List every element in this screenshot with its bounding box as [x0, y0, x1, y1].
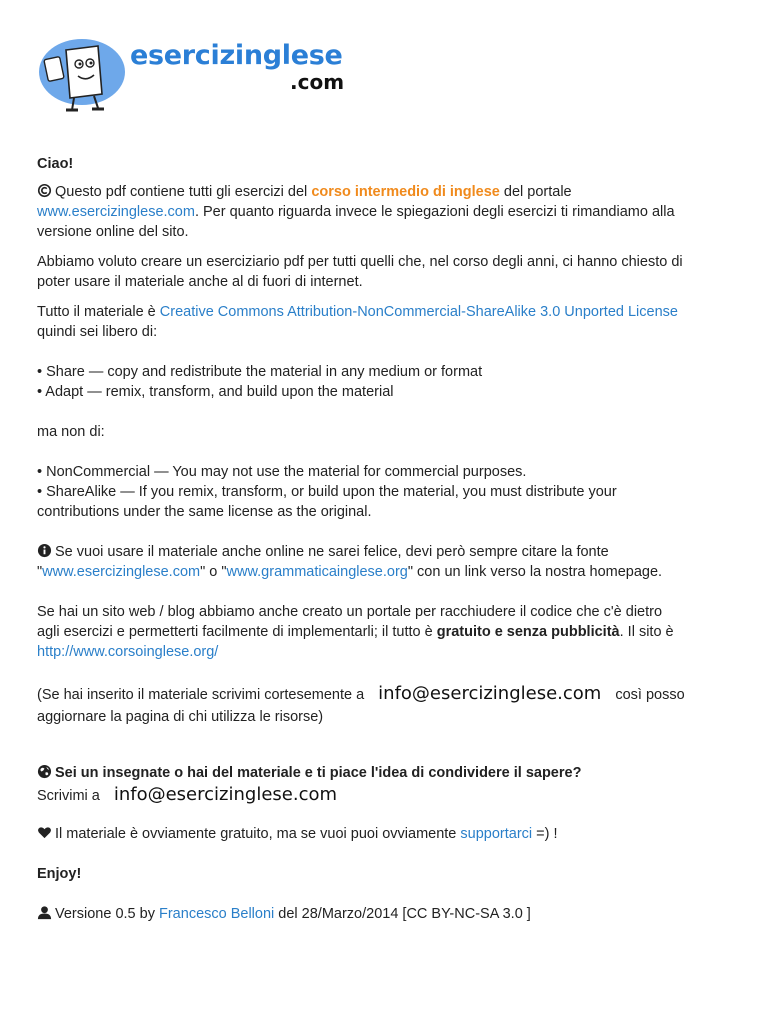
info-icon [37, 543, 52, 558]
support-paragraph: Il materiale è ovviamente gratuito, ma se vuoi puoi ovviamente supportarci =) ! [37, 824, 737, 844]
user-icon [37, 905, 52, 920]
list-item: • Adapt — remix, transform, and build upon the material [37, 384, 394, 400]
version-footer: Versione 0.5 by Francesco Belloni del 28/Marzo/2014 [CC BY-NC-SA 3.0 ] [37, 904, 737, 924]
portal-paragraph: Se hai un sito web / blog abbiamo anche creato un portale per racchiudere il codice che c'è dietro agli esercizi e permetterti facilmente di implementarli; il tutto è gratuito e senza pubblicità. Il sito è http://www.corsoinglese.org/ [37, 604, 674, 660]
site-logo [36, 36, 366, 116]
teacher-email[interactable]: info@esercizinglese.com [113, 784, 338, 805]
restrictions-heading: ma non di: [37, 424, 105, 440]
list-item: • Share — copy and redistribute the material in any medium or format [37, 364, 483, 380]
corsoinglese-link[interactable]: http://www.corsoinglese.org/ [37, 644, 219, 660]
esercizinglese-link[interactable]: www.esercizinglese.com [42, 564, 201, 580]
enjoy-text: Enjoy! [37, 866, 82, 882]
document-body [37, 154, 737, 924]
license-paragraph: Tutto il materiale è Creative Commons Attribution-NonCommercial-ShareAlike 3.0 Unported License quindi sei libero di: [37, 304, 678, 340]
mascot-logo-icon [36, 36, 128, 116]
globe-icon [37, 764, 52, 779]
restrictions-list [37, 462, 737, 522]
teacher-paragraph: Sei un insegnate o hai del materiale e ti piace l'idea di condividere il sapere? Scrivimi a info@esercizinglese.com [37, 765, 582, 805]
contact-email[interactable]: info@esercizinglese.com [378, 683, 602, 704]
intro-paragraph: Questo pdf contiene tutti gli esercizi del corso intermedio di inglese del portale www.esercizinglese.com. Per quanto riguarda invece le spiegazioni degli esercizi ti rimandiamo alla versione online del sito. [37, 184, 675, 240]
greeting: Ciao! [37, 156, 74, 172]
list-item: • ShareAlike — If you remix, transform, or build upon the material, you must distribute your [37, 484, 617, 500]
course-link[interactable]: corso intermedio di inglese [311, 184, 500, 200]
grammaticainglese-link[interactable]: www.grammaticainglese.org [226, 564, 408, 580]
list-item: • NonCommercial — You may not use the material for commercial purposes. [37, 464, 527, 480]
logo-domain: .com [290, 70, 345, 94]
copyright-icon [37, 183, 52, 198]
purpose-paragraph: Abbiamo voluto creare un eserciziario pdf per tutti quelli che, nel corso degli anni, ci hanno chiesto di poter usare il materiale anche al di fuori di internet. [37, 254, 683, 290]
list-item: contributions under the same license as the original. [37, 504, 372, 520]
contact-paragraph: (Se hai inserito il materiale scrivimi cortesemente a info@esercizinglese.com così posso aggiornare la pagina di chi utilizza le risorse) [37, 683, 685, 725]
online-use-paragraph: Se vuoi usare il materiale anche online ne sarei felice, devi però sempre citare la fonte "www.esercizinglese.com" o "www.grammaticainglese.org" con un link verso la nostra homepage. [37, 544, 663, 580]
author-link[interactable]: Francesco Belloni [159, 906, 275, 922]
freedoms-list [37, 362, 737, 402]
logo-wordmark: esercizinglese [130, 40, 343, 71]
heart-icon [37, 825, 52, 840]
site-link[interactable]: www.esercizinglese.com [37, 204, 195, 220]
license-link[interactable]: Creative Commons Attribution-NonCommercial-ShareAlike 3.0 Unported License [159, 304, 678, 320]
support-link[interactable]: supportarci [460, 826, 533, 842]
